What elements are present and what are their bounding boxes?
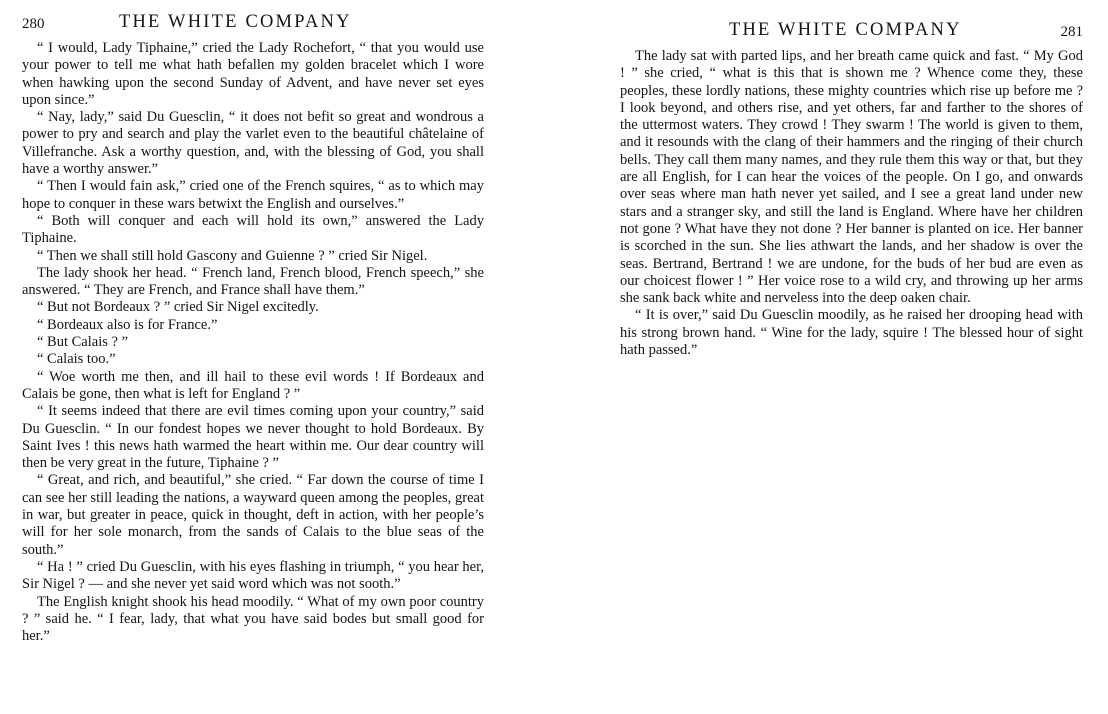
paragraph: “ It is over,” said Du Guesclin moodily, as he raised her drooping head with his strong brown hand. “ Wine for the lady, squire ! The blessed hour of sight hath passed.” <box>620 307 1083 359</box>
paragraph: “ Bordeaux also is for France.” <box>37 316 218 333</box>
paragraph: “ Calais too.” <box>37 351 116 368</box>
left-running-title: THE WHITE COMPANY <box>119 12 352 32</box>
paragraph: “ Ha ! ” cried Du Guesclin, with his eyes flashing in triumph, “ you hear her, Sir Nigel ? — and she never yet said word which was not sooth.” <box>22 558 484 593</box>
left-page <box>22 0 484 714</box>
paragraph: “ Then I would fain ask,” cried one of the French squires, “ as to which may hope to conquer in these wars betwixt the English and ourselves.” <box>22 178 484 212</box>
paragraph: The lady sat with parted lips, and her breath came quick and fast. “ My God ! ” she cried, “ what is this that is shown me ? Whence come they, these peoples, these lordly nations, these mighty countries which rise up before me ? I look beyond, and others rise, and yet others, far and farther to the shores of the uttermost waters. They crowd ! They swarm ! The world is given to them, and it resounds with the clang of their hammers and the ringing of their church bells. They call them many names, and they rule them this way or that, but they are all English, for I can hear the voices of the people. On I go, and onwards over seas where man hath never yet sailed, and I see a great land under new stars and a stranger sky, and still the land is England. Where have her children not gone ? What have they not done ? Her banner is planted on ice. Her banner is scorched in the sun. She lies athwart the lands, and her shadow is over the seas. Bertrand, Bertrand ! we are undone, for the buds of her bud are even as our choicest flower ! ” Her voice rose to a wild cry, and throwing up her arms she sank back white and nerveless into the deep oaken chair. <box>620 48 1083 307</box>
paragraph: “ Woe worth me then, and ill hail to these evil words ! If Bordeaux and Calais be gone, then what is left for England ? ” <box>22 368 484 402</box>
paragraph: “ But Calais ? ” <box>37 334 129 351</box>
right-page-text <box>620 48 1083 359</box>
left-page-header <box>22 12 484 36</box>
paragraph: “ Then we shall still hold Gascony and Guienne ? ” cried Sir Nigel. <box>37 247 428 264</box>
paragraph: The English knight shook his head moodily. “ What of my own poor country ? ” said he. “ I fear, lady, that what you have said bodes but small good for her.” <box>22 593 484 645</box>
paragraph: “ But not Bordeaux ? ” cried Sir Nigel excitedly. <box>37 299 319 316</box>
left-page-text <box>22 40 484 645</box>
paragraph: “ Both will conquer and each will hold its own,” answered the Lady Tiphaine. <box>22 212 484 247</box>
right-page-number: 281 <box>1060 24 1083 40</box>
right-page <box>620 0 1083 714</box>
paragraph: “ It seems indeed that there are evil times coming upon your country,” said Du Guesclin. “ In our fondest hopes we never thought to hold Bordeaux. By Saint Ives ! this news hath warmed the heart within me. Our dear country will then be very great in the future, Tiphaine ? ” <box>22 403 484 472</box>
paragraph: The lady shook her head. “ French land, French blood, French speech,” she answered. “ They are French, and France shall have them.” <box>22 264 484 299</box>
paragraph: “ I would, Lady Tiphaine,” cried the Lady Rochefort, “ that you would use your power to tell me what hath befallen my golden bracelet which I wore when hawking upon the second Sunday of Advent, and have never set eyes upon since.” <box>22 40 484 108</box>
paragraph: “ Great, and rich, and beautiful,” she cried. “ Far down the course of time I can see her still leading the nations, a wayward queen among the peoples, great in war, but greater in peace, quick in thought, deft in action, with her people’s will for her sole monarch, from the sands of Calais to the blue seas of the south.” <box>22 472 484 558</box>
paragraph: “ Nay, lady,” said Du Guesclin, “ it does not befit so great and wondrous a power to pry and search and play the varlet even to the beautiful châtelaine of Villefranche. Ask a worthy question, and, with the blessing of God, you shall have a worthy answer.” <box>22 109 484 178</box>
left-page-number: 280 <box>22 16 45 32</box>
right-page-header <box>620 20 1083 44</box>
right-running-title: THE WHITE COMPANY <box>729 20 962 40</box>
